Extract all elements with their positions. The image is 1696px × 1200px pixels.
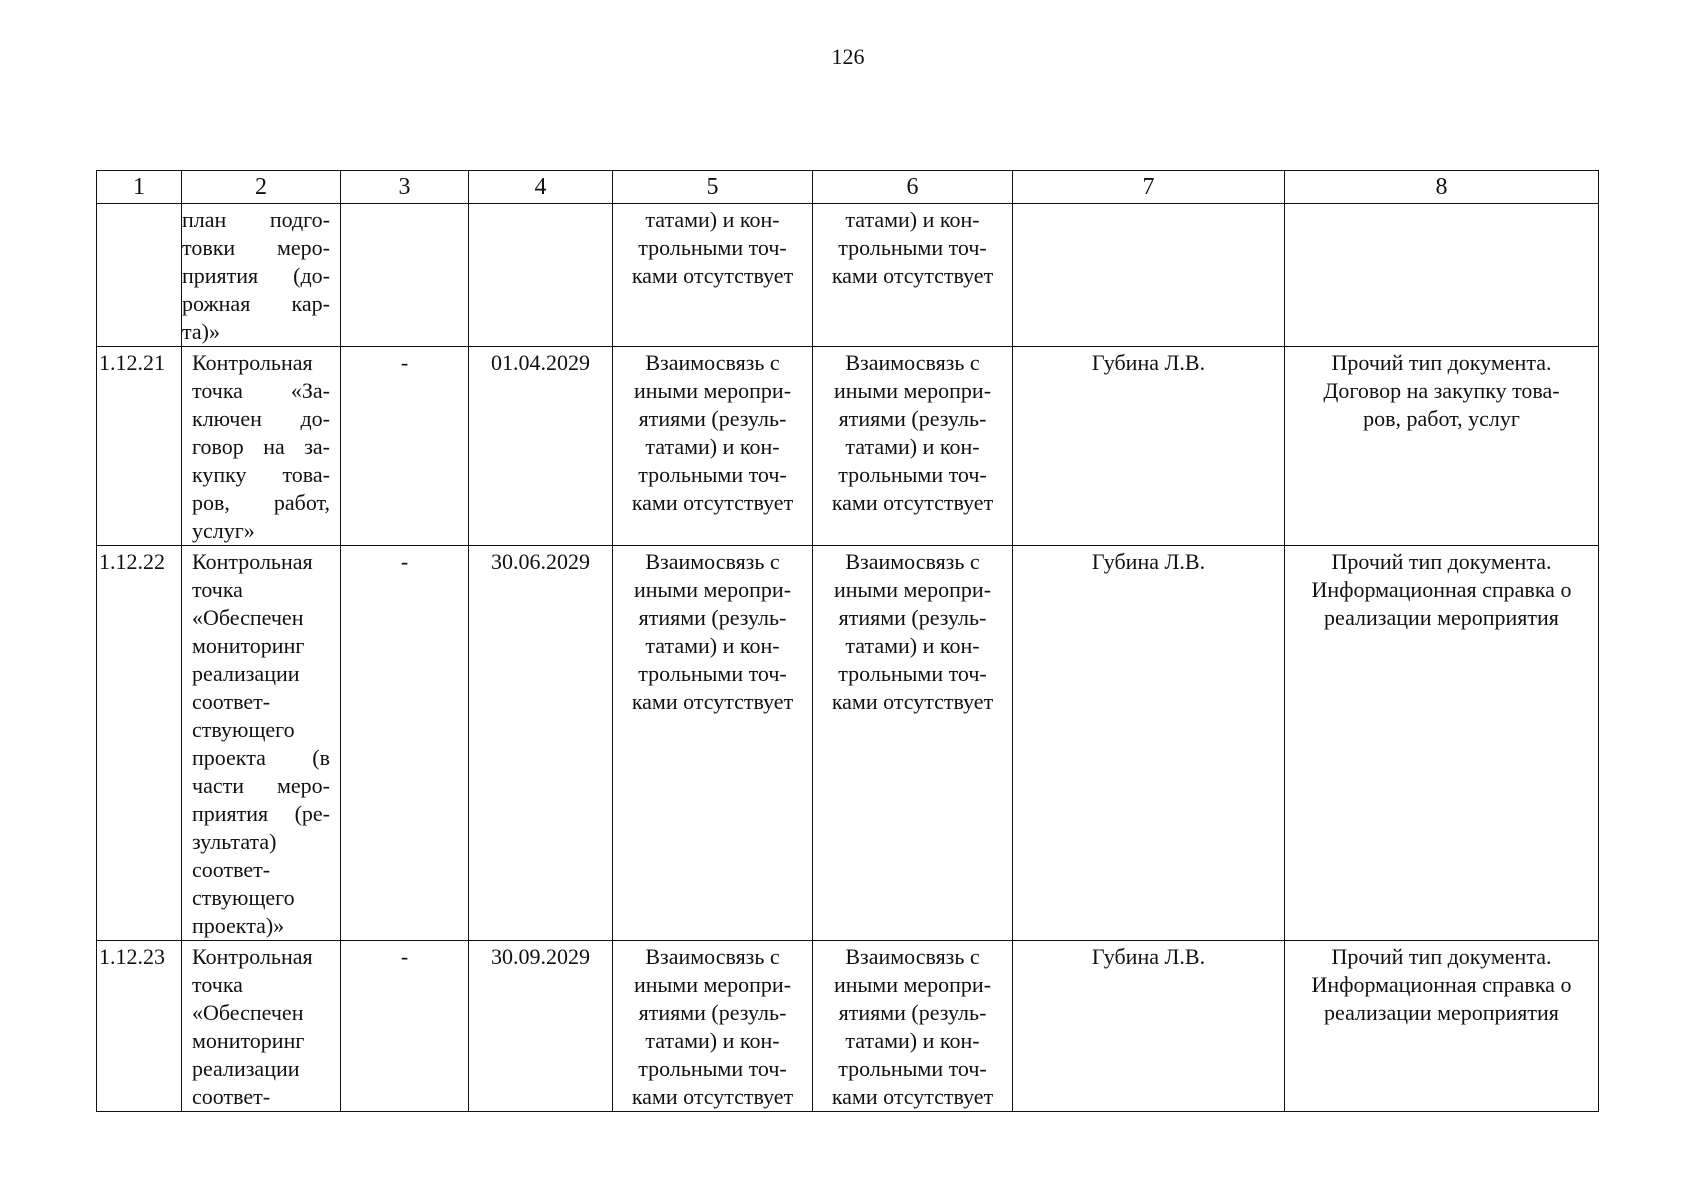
cell-text-line: Прочий тип документа.: [1331, 944, 1552, 969]
cell-relation-results: [613, 546, 813, 941]
cell-text-line: иными меропри-: [833, 972, 992, 997]
cell-text-line: трольными точ-: [638, 1056, 787, 1081]
cell-text-line: рожная кар-: [182, 291, 330, 316]
column-header-2: 2: [182, 171, 341, 204]
cell-description: [182, 204, 341, 347]
cell-text-line: татами) и кон-: [845, 207, 980, 232]
cell-date: 30.06.2029: [469, 546, 613, 941]
cell-text-line: проекта (в: [192, 745, 330, 770]
cell-text-line: трольными точ-: [838, 462, 987, 487]
column-header-6: 6: [813, 171, 1013, 204]
cell-text-line: ствующего: [192, 717, 295, 742]
cell-text-line: татами) и кон-: [845, 1028, 980, 1053]
cell-text-line: приятия (до-: [182, 263, 330, 288]
cell-text-line: иными меропри-: [633, 378, 792, 403]
cell-text-line: иными меропри-: [833, 577, 992, 602]
cell-text-line: татами) и кон-: [645, 1028, 780, 1053]
cell-text-line: Взаимосвязь с: [845, 549, 980, 574]
cell-text-line: Контрольная: [192, 350, 313, 375]
cell-text-line: иными меропри-: [833, 378, 992, 403]
cell-text-line: татами) и кон-: [645, 207, 780, 232]
cell-text-line: «Обеспечен: [192, 1000, 304, 1025]
cell-responsible: Губина Л.В.: [1013, 546, 1285, 941]
cell-relation-checkpoints: [813, 204, 1013, 347]
cell-text-line: мониторинг: [192, 1028, 305, 1053]
cell-document-type: [1285, 347, 1599, 546]
cell-responsible: [1013, 204, 1285, 347]
cell-text-line: иными меропри-: [633, 577, 792, 602]
cell-text-line: трольными точ-: [838, 235, 987, 260]
cell-text-line: Взаимосвязь с: [845, 350, 980, 375]
cell-text-line: точка «За-: [192, 378, 330, 403]
cell-text-line: «Обеспечен: [192, 605, 304, 630]
cell-text-line: Взаимосвязь с: [645, 944, 780, 969]
cell-text-line: трольными точ-: [638, 235, 787, 260]
cell-text-line: та)»: [182, 319, 220, 344]
schedule-table: [96, 170, 1599, 1112]
cell-description: [182, 347, 341, 546]
cell-date: 01.04.2029: [469, 347, 613, 546]
cell-text-line: Информационная справка о: [1311, 577, 1572, 602]
cell-relation-results: [613, 941, 813, 1112]
cell-text-line: ками отсутствует: [631, 263, 794, 288]
continuation-row: [97, 204, 1599, 347]
column-header-5: 5: [613, 171, 813, 204]
cell-text-line: татами) и кон-: [645, 434, 780, 459]
cell-text-line: татами) и кон-: [845, 434, 980, 459]
cell-text-line: план подго-: [182, 207, 330, 232]
cell-text-line: приятия (ре-: [192, 801, 330, 826]
cell-col3: -: [341, 546, 469, 941]
cell-text-line: реализации: [192, 661, 300, 686]
cell-text-line: точка: [192, 577, 243, 602]
cell-relation-results: [613, 347, 813, 546]
cell-text-line: Взаимосвязь с: [645, 549, 780, 574]
cell-text-line: ятиями (резуль-: [638, 605, 787, 630]
cell-text-line: трольными точ-: [838, 1056, 987, 1081]
cell-text-line: купку това-: [192, 462, 330, 487]
cell-relation-checkpoints: [813, 347, 1013, 546]
cell-text-line: реализации мероприятия: [1324, 1000, 1559, 1025]
cell-num: 1.12.22: [97, 546, 182, 941]
cell-text-line: точка: [192, 972, 243, 997]
cell-text-line: ятиями (резуль-: [838, 605, 987, 630]
cell-document-type: [1285, 204, 1599, 347]
cell-text-line: зультата): [192, 829, 277, 854]
cell-relation-results: [613, 204, 813, 347]
cell-description: [182, 941, 341, 1112]
cell-num: 1.12.23: [97, 941, 182, 1112]
cell-text-line: ками отсутствует: [831, 689, 994, 714]
cell-text-line: соответ-: [192, 1084, 271, 1109]
cell-relation-checkpoints: [813, 941, 1013, 1112]
cell-text-line: ками отсутствует: [831, 1084, 994, 1109]
column-header-8: 8: [1285, 171, 1599, 204]
cell-text-line: Информационная справка о: [1311, 972, 1572, 997]
column-number-row: [97, 171, 1599, 204]
cell-text-line: проекта)»: [192, 913, 285, 938]
cell-description: [182, 546, 341, 941]
cell-text-line: татами) и кон-: [845, 633, 980, 658]
cell-num: [97, 204, 182, 347]
cell-relation-checkpoints: [813, 546, 1013, 941]
cell-responsible: Губина Л.В.: [1013, 347, 1285, 546]
cell-document-type: [1285, 941, 1599, 1112]
cell-text-line: ками отсутствует: [631, 1084, 794, 1109]
cell-text-line: ятиями (резуль-: [838, 1000, 987, 1025]
cell-text-line: ятиями (резуль-: [838, 406, 987, 431]
cell-text-line: товки меро-: [182, 235, 330, 260]
table-row: [97, 546, 1599, 941]
cell-text-line: реализации: [192, 1056, 300, 1081]
cell-num: 1.12.21: [97, 347, 182, 546]
column-header-4: 4: [469, 171, 613, 204]
cell-text-line: Взаимосвязь с: [645, 350, 780, 375]
cell-text-line: соответ-: [192, 857, 271, 882]
cell-col4: [469, 204, 613, 347]
column-header-3: 3: [341, 171, 469, 204]
cell-text-line: мониторинг: [192, 633, 305, 658]
cell-text-line: реализации мероприятия: [1324, 605, 1559, 630]
cell-text-line: Контрольная: [192, 549, 313, 574]
cell-text-line: части меро-: [192, 773, 330, 798]
cell-text-line: ятиями (резуль-: [638, 406, 787, 431]
cell-text-line: говор на за-: [192, 434, 330, 459]
cell-text-line: ров, работ, услуг: [1363, 406, 1520, 431]
cell-text-line: трольными точ-: [838, 661, 987, 686]
cell-responsible: Губина Л.В.: [1013, 941, 1285, 1112]
column-header-1: 1: [97, 171, 182, 204]
table-row: [97, 941, 1599, 1112]
cell-text-line: ствующего: [192, 885, 295, 910]
cell-text-line: ятиями (резуль-: [638, 1000, 787, 1025]
cell-col3: -: [341, 941, 469, 1112]
cell-text-line: ками отсутствует: [831, 263, 994, 288]
cell-text-line: ров, работ,: [192, 490, 330, 515]
column-header-7: 7: [1013, 171, 1285, 204]
page-number: 126: [831, 44, 865, 69]
cell-text-line: Контрольная: [192, 944, 313, 969]
cell-text-line: ключен до-: [192, 406, 330, 431]
cell-text-line: услуг»: [192, 518, 255, 543]
cell-text-line: Прочий тип документа.: [1331, 549, 1552, 574]
cell-text-line: ками отсутствует: [831, 490, 994, 515]
cell-text-line: трольными точ-: [638, 462, 787, 487]
cell-text-line: трольными точ-: [638, 661, 787, 686]
table-row: [97, 347, 1599, 546]
cell-col3: -: [341, 347, 469, 546]
cell-text-line: Взаимосвязь с: [845, 944, 980, 969]
cell-text-line: Договор на закупку това-: [1323, 378, 1560, 403]
cell-text-line: Прочий тип документа.: [1331, 350, 1552, 375]
cell-text-line: ками отсутствует: [631, 689, 794, 714]
cell-text-line: ками отсутствует: [631, 490, 794, 515]
cell-text-line: соответ-: [192, 689, 271, 714]
cell-date: 30.09.2029: [469, 941, 613, 1112]
cell-text-line: иными меропри-: [633, 972, 792, 997]
cell-col3: [341, 204, 469, 347]
cell-text-line: татами) и кон-: [645, 633, 780, 658]
cell-document-type: [1285, 546, 1599, 941]
